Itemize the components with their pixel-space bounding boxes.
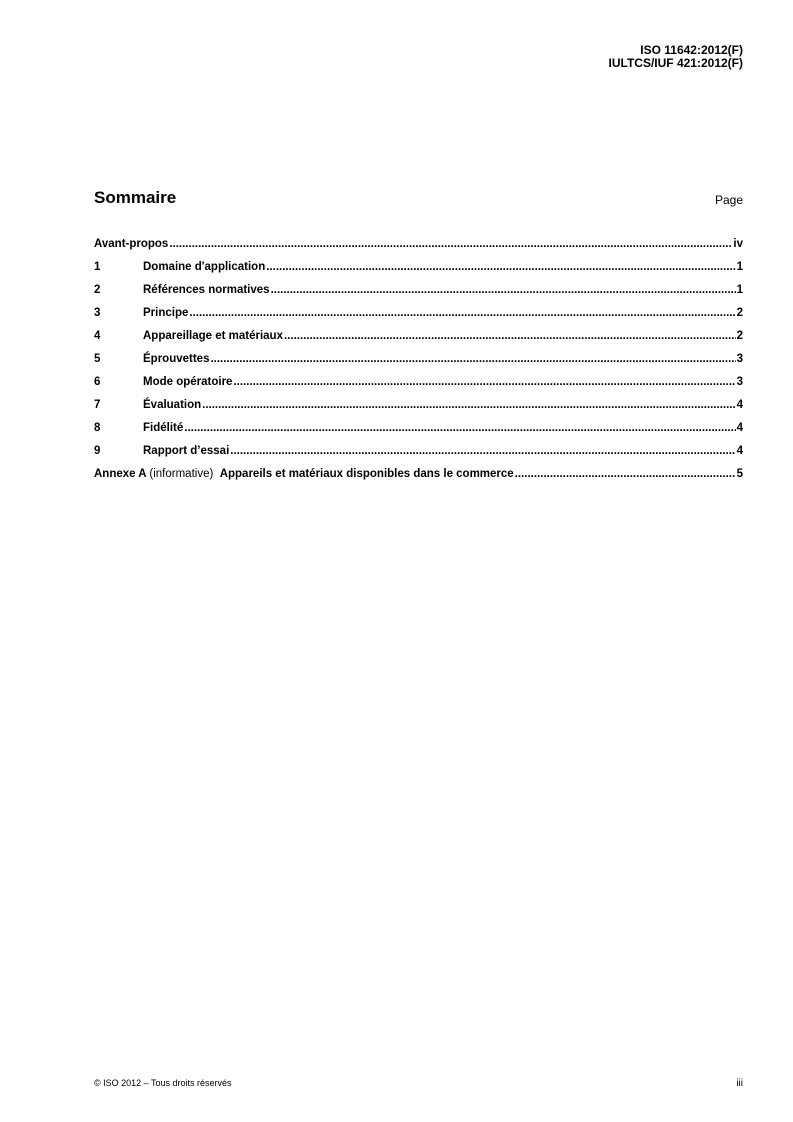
page-title: Sommaire xyxy=(94,188,177,207)
toc-entry-number: 3 xyxy=(94,307,101,319)
toc-entry-title: Appareillage et matériaux xyxy=(143,330,283,342)
table-of-contents xyxy=(94,238,743,491)
toc-entry-page: 1 xyxy=(736,284,743,296)
toc-entry-8[interactable] xyxy=(94,422,743,445)
toc-entry-page: 4 xyxy=(736,445,743,457)
annex-label: Annexe A xyxy=(94,468,147,480)
toc-entry-title: Rapport d’essai xyxy=(143,445,230,457)
toc-entry-page: 2 xyxy=(736,307,743,319)
toc-entry-title: Références normatives xyxy=(143,284,270,296)
toc-entry-page: 4 xyxy=(736,422,743,434)
toc-entry-5[interactable] xyxy=(94,353,743,376)
toc-entry-number: 4 xyxy=(94,330,101,342)
toc-entry-2[interactable] xyxy=(94,284,743,307)
standard-number-secondary: IULTCS/IUF 421:2012(F) xyxy=(608,56,743,70)
page-column-label: Page xyxy=(714,193,743,207)
toc-entry-6[interactable] xyxy=(94,376,743,399)
toc-entry-number: 9 xyxy=(94,445,101,457)
toc-entry-number: 5 xyxy=(94,353,101,365)
annex-title: Appareils et matériaux disponibles dans le commerce xyxy=(219,468,514,480)
toc-entry-annex-a[interactable] xyxy=(94,468,743,491)
dot-leader xyxy=(233,376,735,388)
toc-entry-page: iv xyxy=(733,238,743,250)
page-number: iii xyxy=(736,1078,743,1089)
dot-leader xyxy=(169,238,732,250)
dot-leader xyxy=(515,468,736,480)
standard-number: ISO 11642:2012(F) xyxy=(640,43,743,57)
title-row xyxy=(94,188,743,212)
toc-entry-title: Mode opératoire xyxy=(143,376,233,388)
toc-entry-number: 6 xyxy=(94,376,101,388)
dot-leader xyxy=(230,445,735,457)
dot-leader xyxy=(189,307,735,319)
toc-entry-4[interactable] xyxy=(94,330,743,353)
toc-entry-number: 2 xyxy=(94,284,101,296)
dot-leader xyxy=(210,353,735,365)
document-header xyxy=(609,44,743,70)
toc-entry-page: 5 xyxy=(736,468,743,480)
toc-entry-foreword[interactable] xyxy=(94,238,743,261)
toc-entry-page: 2 xyxy=(736,330,743,342)
toc-entry-1[interactable] xyxy=(94,261,743,284)
dot-leader xyxy=(184,422,735,434)
toc-entry-title: Principe xyxy=(143,307,189,319)
toc-entry-page: 4 xyxy=(736,399,743,411)
toc-entry-page: 1 xyxy=(736,261,743,273)
toc-entry-number: 7 xyxy=(94,399,101,411)
toc-entry-page: 3 xyxy=(736,376,743,388)
toc-entry-title: Éprouvettes xyxy=(143,353,210,365)
toc-entry-9[interactable] xyxy=(94,445,743,468)
annex-qualifier: (informative) xyxy=(149,468,214,480)
toc-annex-heading xyxy=(94,468,514,480)
toc-entry-page: 3 xyxy=(736,353,743,365)
dot-leader xyxy=(271,284,736,296)
toc-entry-number: 8 xyxy=(94,422,101,434)
dot-leader xyxy=(284,330,736,342)
toc-entry-title: Fidélité xyxy=(143,422,184,434)
toc-entry-title: Domaine d'application xyxy=(143,261,266,273)
copyright-notice: © ISO 2012 – Tous droits réservés xyxy=(94,1078,232,1088)
toc-entry-7[interactable] xyxy=(94,399,743,422)
toc-entry-title: Avant-propos xyxy=(94,238,169,250)
toc-entry-number: 1 xyxy=(94,261,101,273)
toc-entry-title: Évaluation xyxy=(143,399,202,411)
dot-leader xyxy=(266,261,735,273)
dot-leader xyxy=(202,399,735,411)
toc-entry-3[interactable] xyxy=(94,307,743,330)
